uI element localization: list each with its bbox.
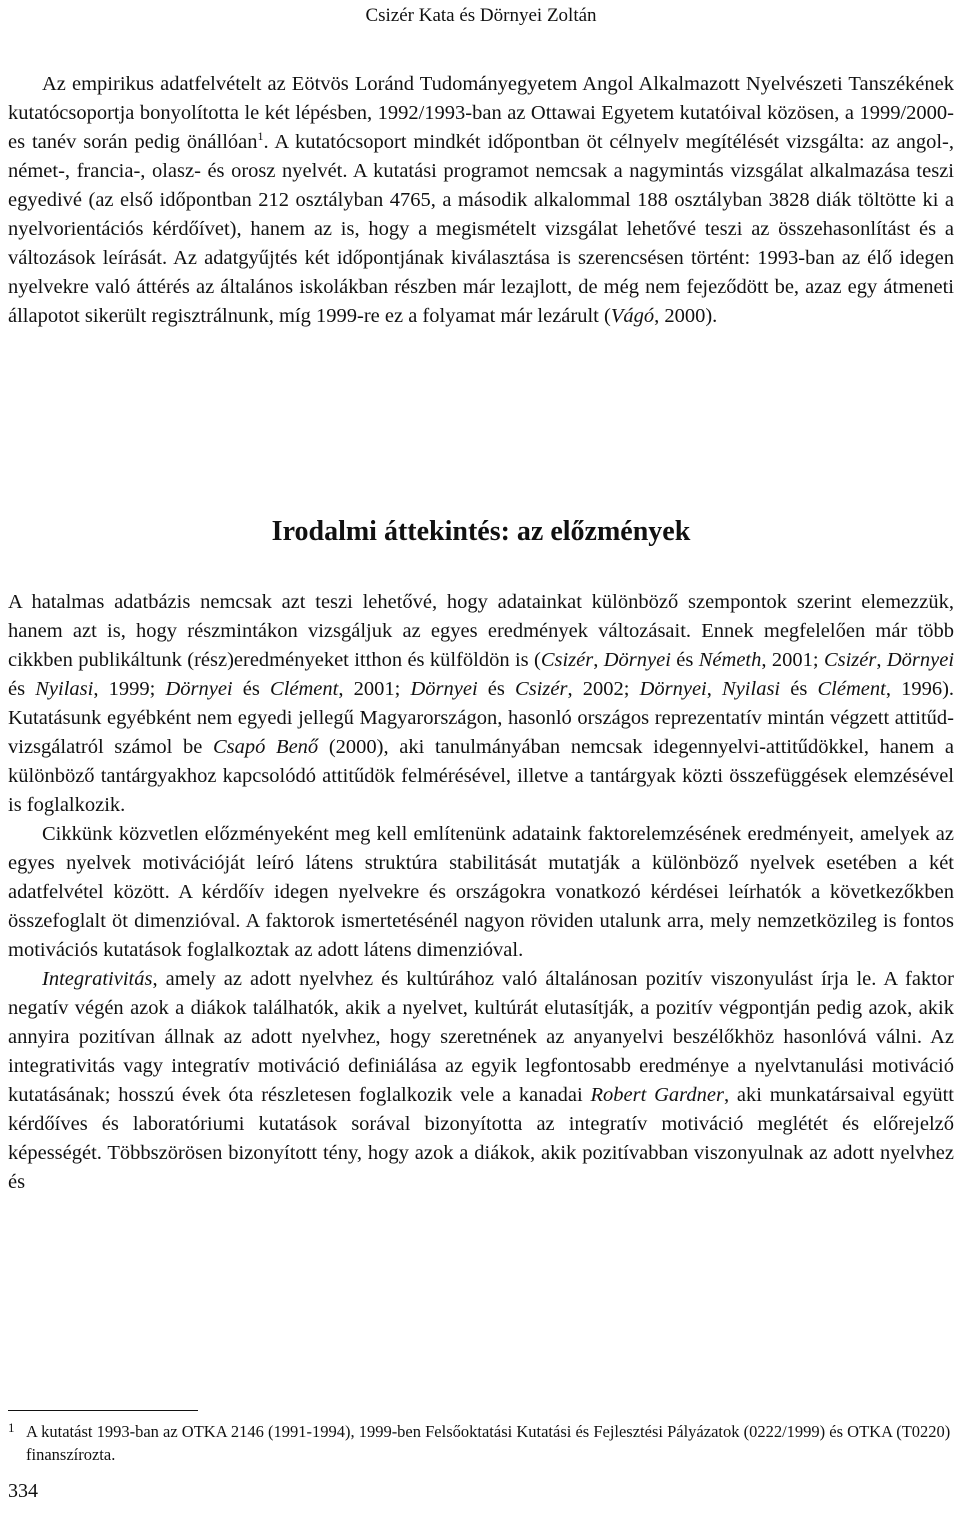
paragraph-integrativity — [8, 965, 954, 1197]
text-run: és — [232, 678, 271, 700]
citation-author: Csizér — [515, 678, 568, 700]
intro-text-b: . A kutatócsoport mindkét időpontban öt célnyelv megítélését vizsgálta: az angol-, német-, francia-, olasz- és orosz nyelvét. A kutatási programot nemcsak a nagymintás vizsgálat alkalmazása teszi egyedivé (az első időpontban 212 osztályban 4765, a második alkalommal 188 osztályban 3828 diák töltötte ki a nyelvorientációs kérdőívet), hanem az is, hogy a megismételt vizsgálat lehetővé teszi az összehasonlítást és a változások leírását. Az adatgyűjtés két időpontjának kiválasztása is szerencsésen történt: 1993-ban az élő idegen nyelvekre való áttérés az általános iskolákban részben már lezajlott, de még nem fejeződött be, azaz egy átmeneti állapotot sikerült regisztrálnunk, míg 1999-re ez a folyamat már lezárult ( — [8, 131, 954, 327]
person-name: Robert Gardner — [590, 1084, 724, 1106]
citation-author: Dörnyei — [603, 649, 671, 671]
footnote-reference: 1 — [257, 129, 264, 144]
text-run: A hatalmas adatbázis nemcsak azt teszi lehetővé, hogy adatainkat különböző szempontok szerint elemezzük, hanem azt is, hogy részmintákon vizsgáljuk az egyes eredmények változásait. Ennek megfelelően már több cikkben publikáltunk (rész)eredményeket itthon és külföldön is ( — [8, 591, 954, 671]
footnote — [8, 1420, 954, 1466]
text-run: , aki munkatársaival együtt kérdőíves és laboratóriumi kutatások sorával bizonyította az integratív motiváció meglétét és előrejelző képességét. Többszörösen bizonyított tény, hogy azok a diákok, akik pozitívabban viszonyulnak az adott nyelvhez és — [8, 1084, 954, 1193]
footnote-number: 1 — [8, 1420, 15, 1435]
citation-author: Nyilasi — [722, 678, 781, 700]
running-header: Csizér Kata és Dörnyei Zoltán — [365, 5, 597, 26]
footnote-divider — [8, 1410, 198, 1411]
text-run: és — [8, 678, 36, 700]
text-run: (2000), aki tanulmányában nemcsak idegennyelvi-attitűdökkel, hanem a különböző tantárgyakhoz kapcsolódó attitűdök felmérésével, illetve a tantárgyak közti összefüggések elemzésével is foglalkozik. — [8, 736, 954, 816]
citation-author: Csizér — [540, 649, 594, 671]
citation-author: Csizér — [823, 649, 877, 671]
text-run: , amely az adott nyelvhez és kultúrához való általánosan pozitív viszonyulást írja le. A faktor negatív végén azok a diákok találhatók, akik a nyelvet, kultúrát elutasítják, a pozitív végpontján pedig azok, akik annyira pozitívan állnak az adott nyelvhez, hogy szeretnének az anyanyelvi beszélőkhöz hasonlóvá válni. Az integrativitás vagy integratív motiváció definiálása az egyik legfontosabb eredménye a nyelvtanulási motiváció kutatásának; hosszú évek óta részletesen foglalkozik vele a kanadai — [8, 968, 954, 1106]
text-run: , — [593, 649, 604, 671]
citation-author: Dörnyei — [410, 678, 478, 700]
citation-author: Csapó Benő — [213, 736, 319, 758]
page-number: 334 — [8, 1480, 38, 1502]
citation-author: Nyilasi — [35, 678, 94, 700]
section-heading: Irodalmi áttekintés: az előzmények — [271, 516, 691, 547]
document-page — [8, 0, 954, 1517]
text-run: és — [670, 649, 699, 671]
intro-paragraph — [8, 70, 954, 331]
intro-section — [8, 70, 954, 331]
text-run: , 2001; — [338, 678, 411, 700]
text-run: , 1999; — [93, 678, 166, 700]
text-run: , 2002; — [567, 678, 640, 700]
citation-author: Dörnyei — [165, 678, 233, 700]
footnote-text: A kutatást 1993-ban az OTKA 2146 (1991-1994), 1999-ben Felsőoktatási Kutatási és Fejlesztési Pályázatok (0222/1999) és OTKA (T0220) finanszírozta. — [26, 1422, 951, 1464]
citation-author: Vágó — [610, 305, 655, 327]
intro-text-a: Az empirikus adatfelvételt az Eötvös Loránd Tudományegyetem Angol Alkalmazott Nyelvészeti Tanszékének kutatócsoportja bonyolította le két lépésben, 1992/1993-ban az Ottawai Egyetem kutatóival közösen, a 1999/2000-es tanév során pedig önállóan — [8, 73, 954, 153]
text-run: , 2001; — [761, 649, 824, 671]
paragraph-factors: Cikkünk közvetlen előzményeként meg kell említenünk adataink faktorelemzésének eredményeit, amelyek az egyes nyelvek motivációját leíró látens struktúra stabilitását mutatják a különböző nyelvek esetében a két adatfelvétel között. A kérdőív idegen nyelvekre és országokra vonatkozó kérdései leírhatók a következőkben összefoglalt öt dimenzióval. A faktorok ismertetésénél nagyon röviden utalunk arra, mely nemzetközileg is fontos motivációs kutatások foglalkoztak az adott látens dimenzióval. — [8, 823, 954, 961]
literature-section — [8, 588, 954, 1197]
citation-author: Németh — [698, 649, 762, 671]
text-run: , 1996). Kutatásunk egyébként nem egyedi jellegű Magyarországon, hasonló országos reprezentatív mintán végzett attitűd-vizsgálatról számol be — [8, 678, 955, 758]
citation-author: Clément — [817, 678, 886, 700]
text-run: és — [477, 678, 516, 700]
citation-author: Dörnyei — [886, 649, 955, 671]
text-run: , — [876, 649, 887, 671]
term-integrativity: Integrativitás — [42, 968, 153, 990]
paragraph-database — [8, 588, 954, 820]
text-run: és — [780, 678, 818, 700]
citation-author: Dörnyei — [639, 678, 707, 700]
citation-author: Clément — [270, 678, 339, 700]
intro-text-c: , 2000). — [654, 305, 718, 327]
text-run: , — [706, 678, 723, 700]
